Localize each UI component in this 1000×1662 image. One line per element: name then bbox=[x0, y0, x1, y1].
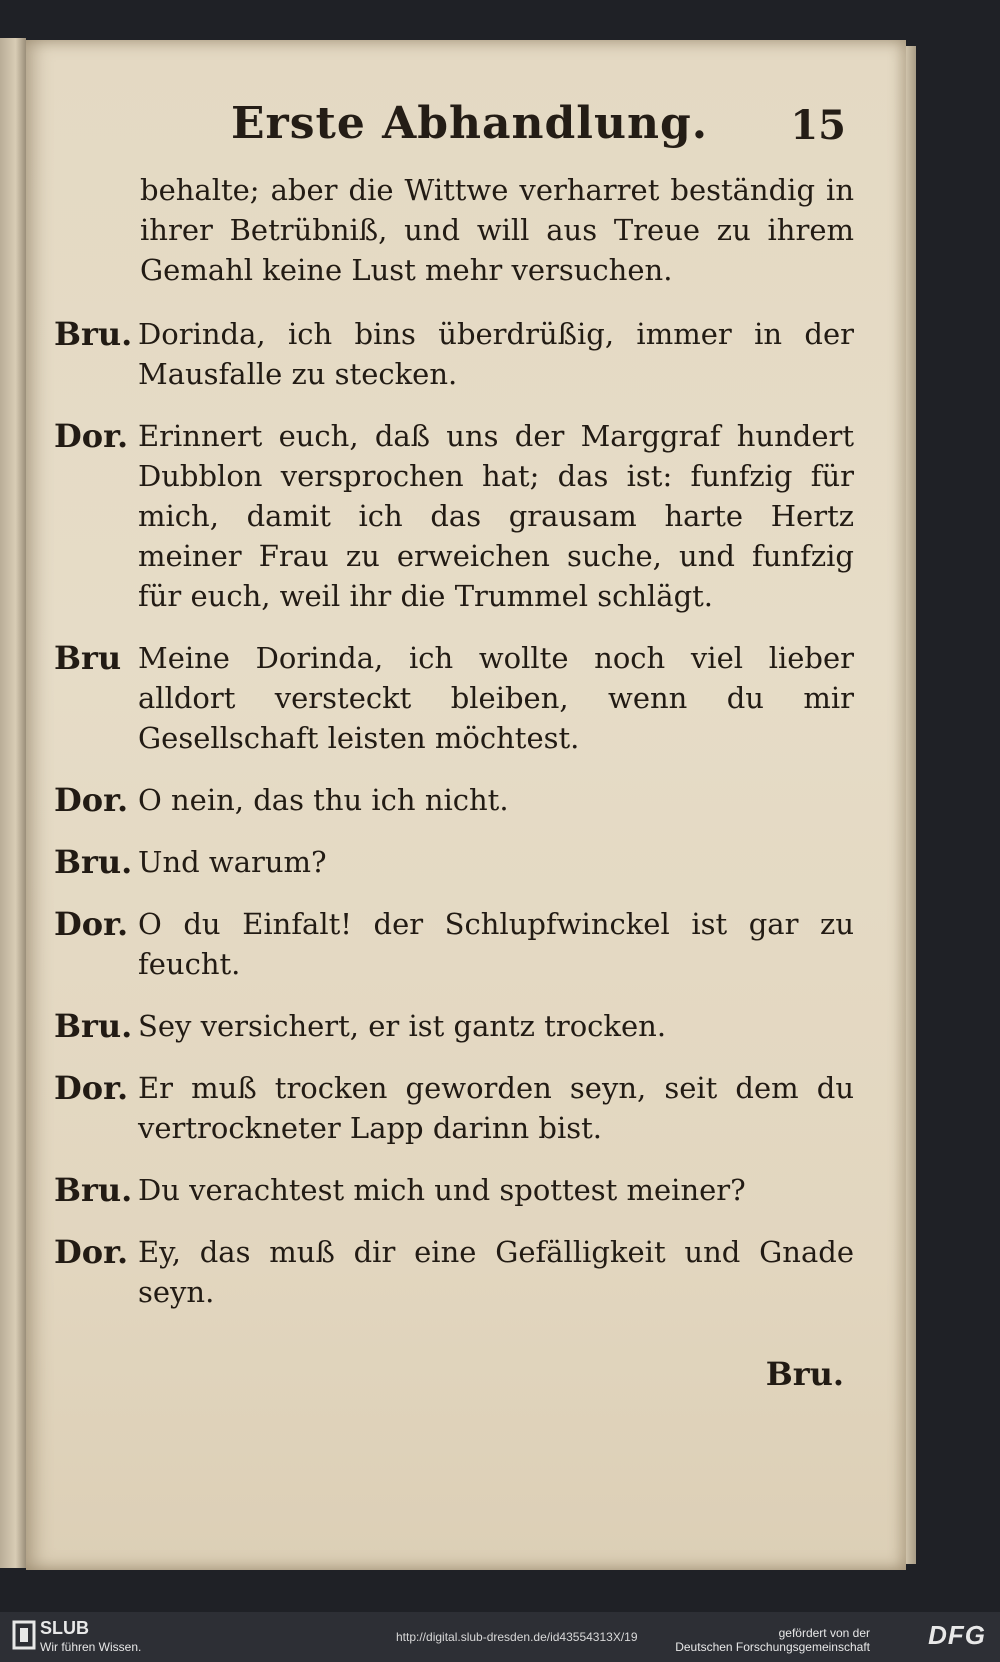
page-header bbox=[26, 98, 906, 168]
speaker-name: Dor. bbox=[54, 905, 129, 943]
dialogue-line bbox=[26, 842, 906, 882]
dialogue-line bbox=[26, 1006, 906, 1046]
funding-line-2: Deutschen Forschungsgemeinschaft bbox=[675, 1640, 870, 1654]
speech-text: Erinnert euch, daß uns der Marggraf hundert Dubblon versprochen hat; das ist: funfzig für mich, damit ich das grausam harte Hertz meiner Frau zu erweichen suche, und funfzig für euch, weil ihr die Trummel schlägt. bbox=[138, 419, 854, 613]
dialogue-line bbox=[26, 416, 906, 616]
speaker-name: Dor. bbox=[54, 1069, 129, 1107]
left-page-edge bbox=[0, 38, 26, 1568]
dialogue-list bbox=[26, 314, 906, 1312]
dialogue-line bbox=[26, 1068, 906, 1148]
speaker-name: Bru. bbox=[54, 315, 133, 353]
footer-bar bbox=[0, 1612, 1000, 1662]
dialogue-line bbox=[26, 1232, 906, 1312]
dialogue-line bbox=[26, 314, 906, 394]
slub-tagline: Wir führen Wissen. bbox=[40, 1640, 142, 1654]
speech-text: O nein, das thu ich nicht. bbox=[138, 783, 509, 817]
speech-text: Dorinda, ich bins überdrüßig, immer in der Mausfalle zu stecken. bbox=[138, 317, 854, 391]
speech-text: Ey, das muß dir eine Gefälligkeit und Gnade seyn. bbox=[138, 1235, 854, 1309]
speaker-name: Bru. bbox=[54, 1171, 133, 1209]
speaker-name: Dor. bbox=[54, 781, 129, 819]
speech-text: Meine Dorinda, ich wollte noch viel lieber alldort versteckt bleiben, wenn du mir Gesellschaft leisten möchtest. bbox=[138, 641, 854, 755]
funding-line-1: gefördert von der bbox=[778, 1626, 870, 1640]
speaker-name: Dor. bbox=[54, 1233, 129, 1271]
speaker-name: Bru. bbox=[54, 843, 133, 881]
footer-url[interactable]: http://digital.slub-dresden.de/id43554313X/19 bbox=[396, 1630, 638, 1644]
speaker-name: Bru. bbox=[54, 1007, 133, 1045]
speaker-name: Bru bbox=[54, 639, 122, 677]
speech-text: Du verachtest mich und spottest meiner? bbox=[138, 1173, 746, 1207]
dialogue-line bbox=[26, 780, 906, 820]
intro-paragraph: behalte; aber die Wittwe verharret beständig in ihrer Betrübniß, und will aus Treue zu ihrem Gemahl keine Lust mehr versuchen. bbox=[140, 173, 854, 287]
dialogue-line bbox=[26, 638, 906, 758]
dialogue-line bbox=[26, 904, 906, 984]
speech-text: Und warum? bbox=[138, 845, 327, 879]
page-number: 15 bbox=[790, 102, 846, 149]
catchword: Bru. bbox=[765, 1355, 844, 1393]
dialogue-line bbox=[26, 1170, 906, 1210]
running-title: Erste Abhandlung. bbox=[231, 98, 709, 149]
book-page bbox=[26, 40, 906, 1570]
speech-text: O du Einfalt! der Schlupfwinckel ist gar zu feucht. bbox=[138, 907, 854, 981]
speaker-name: Dor. bbox=[54, 417, 129, 455]
dfg-logo: DFG bbox=[928, 1620, 986, 1650]
slub-logo-icon bbox=[12, 1620, 42, 1654]
page-fore-edge bbox=[906, 46, 916, 1564]
speech-text: Sey versichert, er ist gantz trocken. bbox=[138, 1009, 667, 1043]
slub-name: SLUB bbox=[40, 1618, 89, 1638]
speech-text: Er muß trocken geworden seyn, seit dem du vertrockneter Lapp darinn bist. bbox=[138, 1071, 854, 1145]
page-text bbox=[26, 170, 906, 1334]
